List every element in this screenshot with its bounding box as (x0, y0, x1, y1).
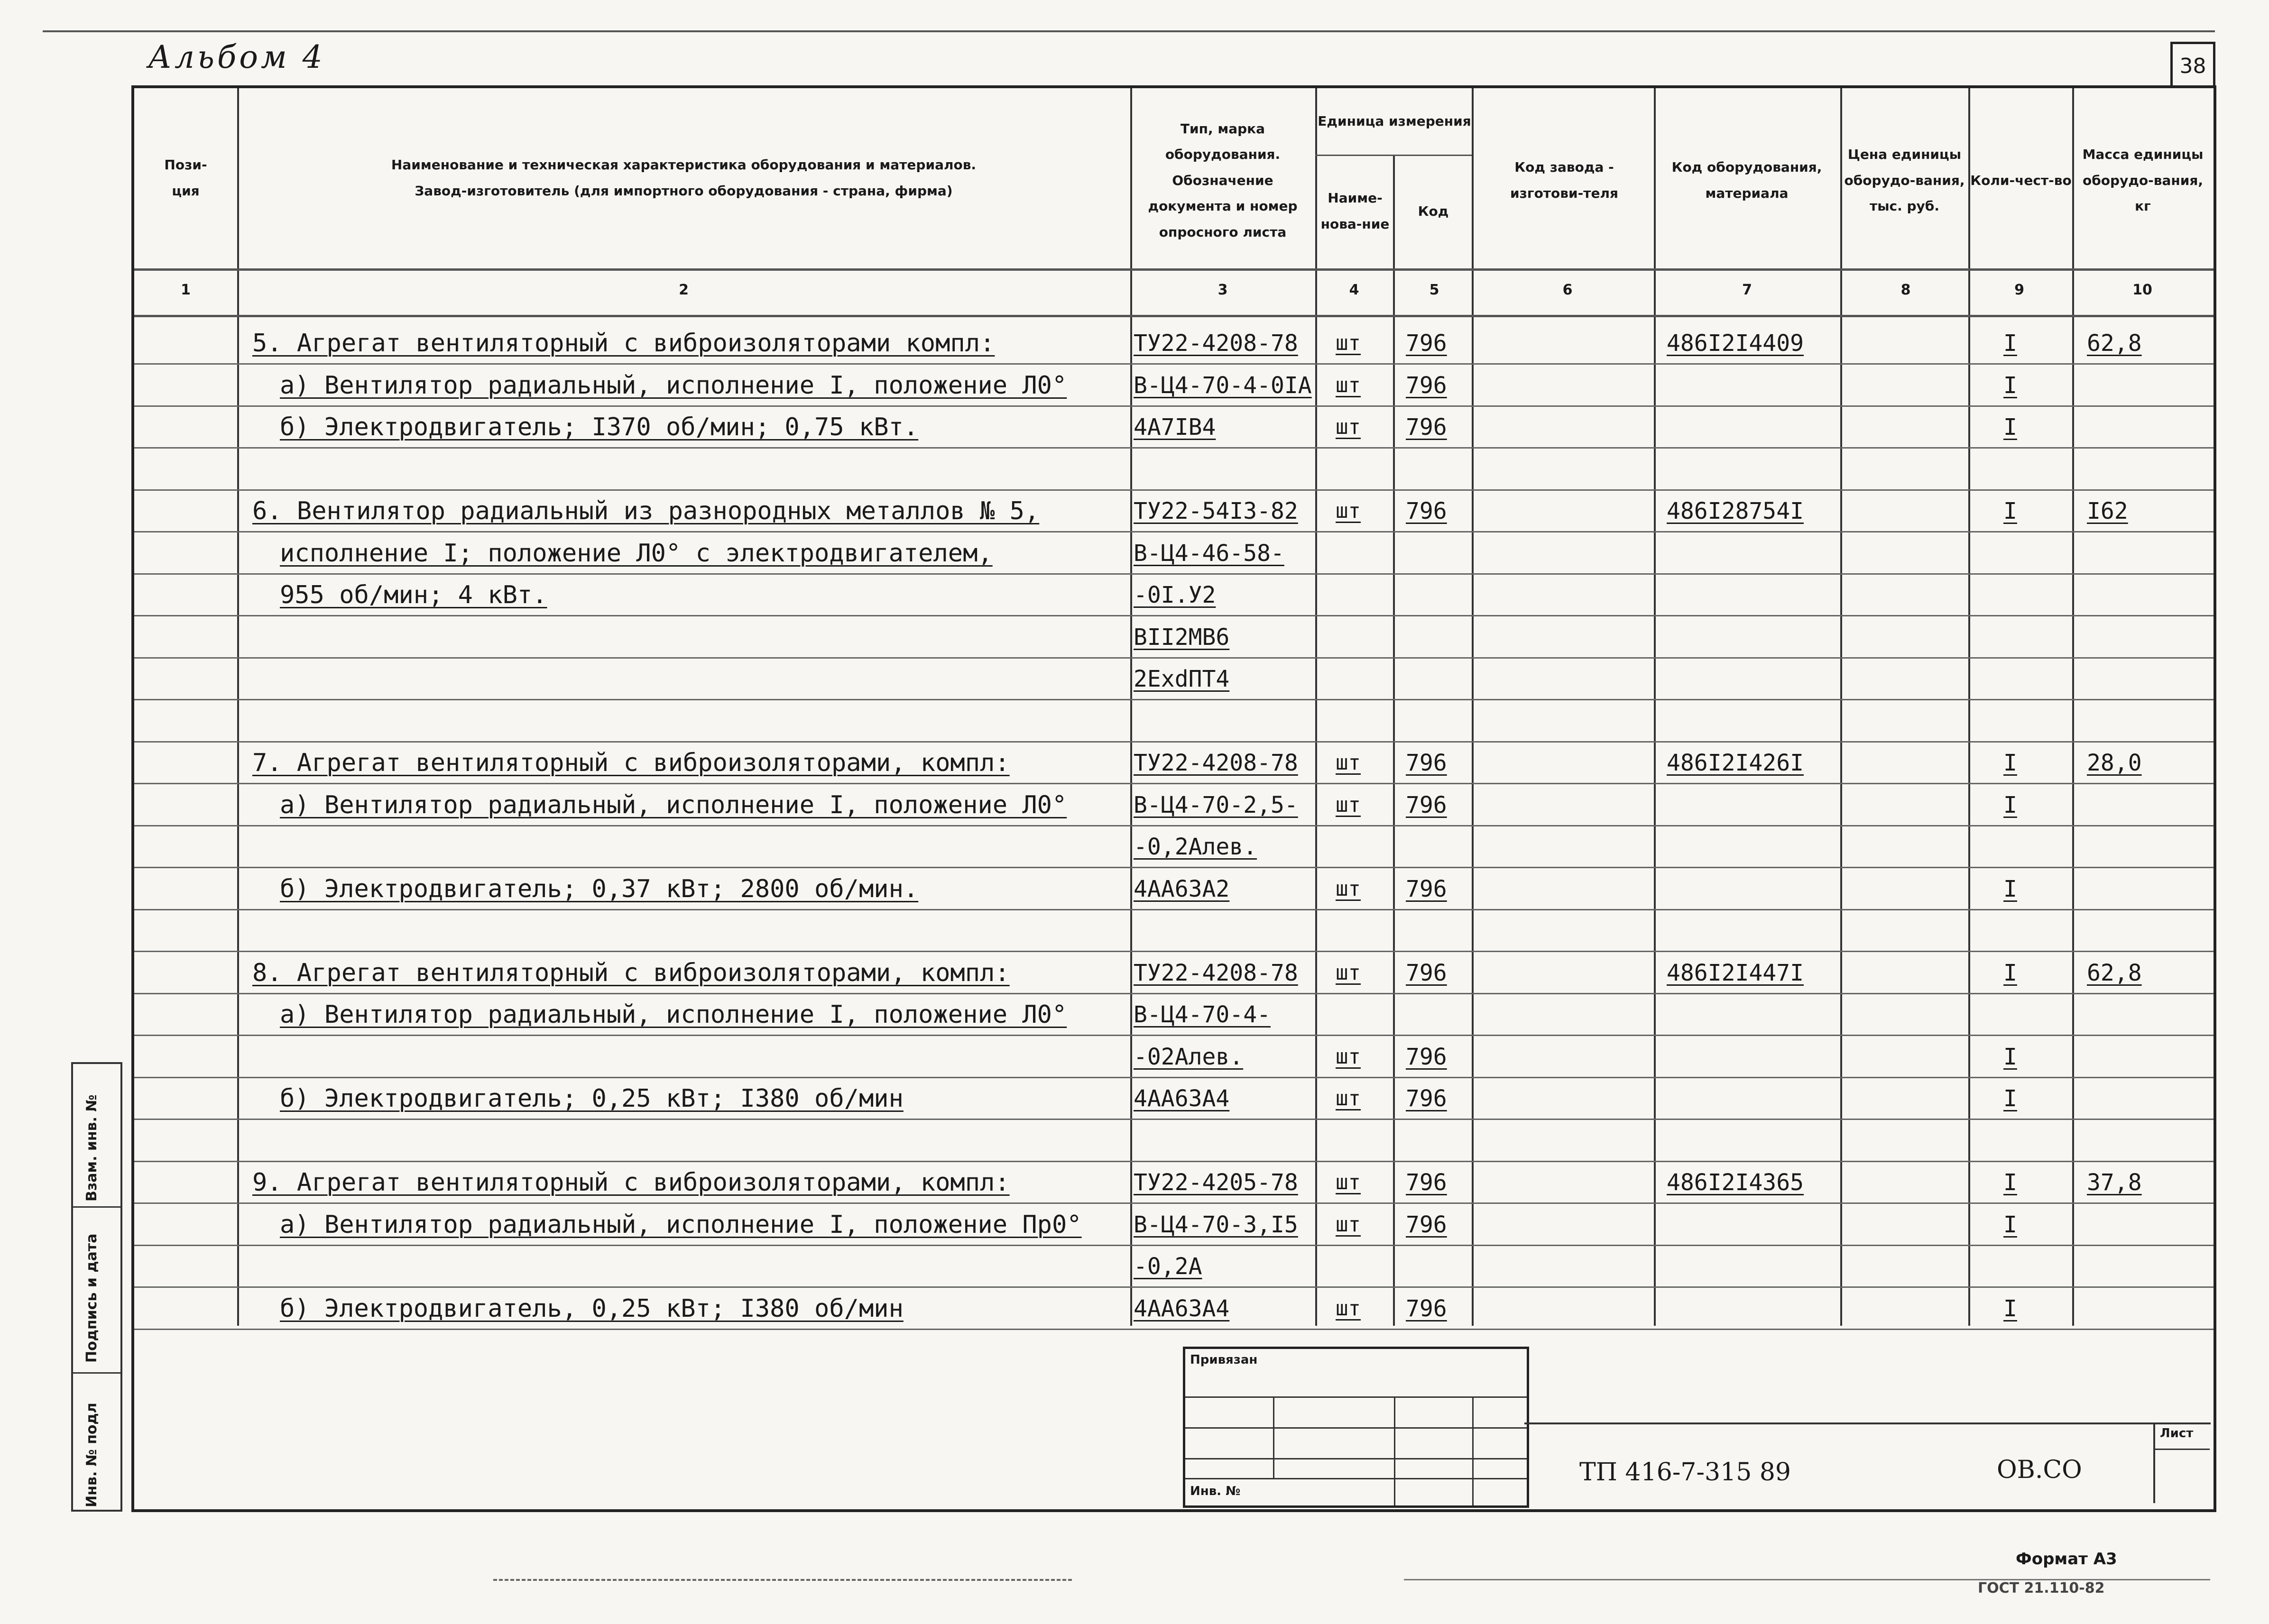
row-qty: I (2003, 1169, 2017, 1196)
header-mass: Масса единицы оборудо-вания, кг (2082, 147, 2204, 214)
row-mass: 37,8 (2087, 1169, 2142, 1196)
header-factory-code: Код завода - изготови-теля (1510, 159, 1618, 201)
row-code: 796 (1406, 1295, 1447, 1322)
row-unit: шт (1336, 793, 1361, 817)
strip-replace-label: Взам. инв. № (83, 1094, 100, 1202)
row-qty: I (2003, 792, 2017, 818)
row-type: 4АА63А4 (1134, 1295, 1230, 1322)
row-name: 9. Агрегат вентиляторный с виброизоляторами, компл: (252, 1168, 1010, 1197)
row-type: В-Ц4-70-4- (1134, 1001, 1271, 1028)
column-number: 3 (1218, 282, 1228, 298)
stamp-rule (1185, 1427, 1527, 1429)
stamp-rule (1185, 1478, 1527, 1479)
row-type: -02Алев. (1134, 1044, 1244, 1070)
row-code: 796 (1406, 1044, 1447, 1070)
row-type: ТУ22-4208-78 (1134, 330, 1298, 357)
gost-standard: ГОСТ 21.110-82 (1978, 1580, 2105, 1596)
row-type: ТУ22-54I3-82 (1134, 498, 1298, 524)
list-box (2153, 1422, 2210, 1503)
header-equipment-code: Код оборудования, материала (1671, 159, 1822, 201)
row-equip-code: 486I2I447I (1667, 960, 1804, 986)
row-name: а) Вентилятор радиальный, исполнение I, положение Пр0° (280, 1211, 1082, 1239)
column-number: 9 (2014, 282, 2024, 298)
column-number: 7 (1742, 282, 1752, 298)
col-divider (1393, 155, 1395, 1326)
row-unit: шт (1336, 961, 1361, 985)
header-unit-code: Код (1418, 203, 1449, 219)
row-equip-code: 486I2I4409 (1667, 330, 1804, 357)
row-type: В-Ц4-70-4-0IА (1134, 372, 1312, 399)
strip-inv-label: Инв. № подл (83, 1403, 100, 1507)
header-unit: Единица измерения (1318, 113, 1471, 129)
list-rule (2155, 1449, 2210, 1450)
row-qty: I (2003, 414, 2017, 440)
row-name: а) Вентилятор радиальный, исполнение I, положение Л0° (280, 371, 1067, 400)
row-name: 7. Агрегат вентиляторный с виброизоляторами, компл: (252, 749, 1010, 777)
bottom-trim-line (493, 1579, 1072, 1581)
header-name-line2: Завод-изготовитель (для импортного оборудования - страна, фирма) (415, 183, 953, 199)
row-type: ВII2МВ6 (1134, 624, 1230, 651)
row-type: В-Ц4-46-58- (1134, 540, 1284, 567)
column-number: 5 (1429, 282, 1439, 298)
strip-signature-label: Подпись и дата (83, 1233, 100, 1363)
row-mass: 62,8 (2087, 960, 2142, 986)
row-code: 796 (1406, 750, 1447, 776)
row-name: 5. Агрегат вентиляторный с виброизоляторами компл: (252, 329, 995, 358)
album-label: Альбом 4 (148, 39, 325, 75)
section-code: ОВ.СО (1997, 1456, 2082, 1484)
row-qty: I (2003, 960, 2017, 986)
row-qty: I (2003, 1295, 2017, 1322)
paper-format: Формат А3 (2016, 1550, 2117, 1569)
number-row-rule (134, 315, 2214, 317)
header-quantity: Коли-чест-во (1970, 172, 2072, 188)
row-name: 955 об/мин; 4 кВт. (280, 581, 547, 609)
row-qty: I (2003, 330, 2017, 357)
row-unit: шт (1336, 415, 1361, 439)
row-code: 796 (1406, 330, 1447, 357)
row-code: 796 (1406, 1085, 1447, 1112)
row-unit: шт (1336, 499, 1361, 523)
row-type: -0,2Алев. (1134, 834, 1257, 860)
row-qty: I (2003, 876, 2017, 902)
row-code: 796 (1406, 792, 1447, 818)
row-name: а) Вентилятор радиальный, исполнение I, положение Л0° (280, 1000, 1067, 1029)
row-type: 4А7IВ4 (1134, 414, 1216, 440)
row-code: 796 (1406, 876, 1447, 902)
row-code: 796 (1406, 498, 1447, 524)
row-code: 796 (1406, 1211, 1447, 1238)
stamp-col (1273, 1396, 1274, 1478)
row-code: 796 (1406, 1169, 1447, 1196)
row-mass: 28,0 (2087, 750, 2142, 776)
column-number: 8 (1900, 282, 1911, 298)
row-qty: I (2003, 750, 2017, 776)
column-number: 10 (2132, 282, 2152, 298)
row-type: ТУ22-4208-78 (1134, 750, 1298, 776)
row-type: ТУ22-4205-78 (1134, 1169, 1298, 1196)
top-rule (43, 30, 2215, 32)
row-name: б) Электродвигатель; 0,37 кВт; 2800 об/мин. (280, 875, 919, 903)
header-unit-name: Наиме-нова-ние (1320, 190, 1390, 232)
row-type: В-Ц4-70-3,I5 (1134, 1211, 1298, 1238)
row-type: 2ExdПТ4 (1134, 666, 1230, 692)
column-number: 1 (181, 282, 191, 298)
row-unit: шт (1336, 331, 1361, 355)
header-price: Цена единицы оборудо-вания, тыс. руб. (1844, 147, 1965, 214)
stamp-col (1394, 1396, 1395, 1505)
header-name-line1: Наименование и техническая характеристика оборудования и материалов. (391, 157, 977, 173)
stamp-rule (1185, 1458, 1527, 1459)
row-name: б) Электродвигатель; 0,25 кВт; I380 об/мин (280, 1084, 904, 1113)
row-unit: шт (1336, 1086, 1361, 1110)
stamp-inv-no: Инв. № (1190, 1484, 1241, 1498)
row-equip-code: 486I2I426I (1667, 750, 1804, 776)
row-unit: шт (1336, 1045, 1361, 1069)
row-name: а) Вентилятор радиальный, исполнение I, положение Л0° (280, 791, 1067, 819)
row-equip-code: 486I2I4365 (1667, 1169, 1804, 1196)
row-type: 4АА63А4 (1134, 1085, 1230, 1112)
row-code: 796 (1406, 372, 1447, 399)
row-code: 796 (1406, 414, 1447, 440)
row-name: исполнение I; положение Л0° с электродвигателем, (280, 539, 993, 568)
row-qty: I (2003, 1044, 2017, 1070)
row-mass: I62 (2087, 498, 2128, 524)
row-type: В-Ц4-70-2,5- (1134, 792, 1298, 818)
list-label: Лист (2160, 1426, 2194, 1440)
row-unit: шт (1336, 877, 1361, 901)
document-code: ТП 416-7-315 89 (1579, 1458, 1791, 1486)
row-type: -0I.У2 (1134, 582, 1216, 608)
row-unit: шт (1336, 1170, 1361, 1194)
strip-rule (73, 1372, 120, 1374)
row-qty: I (2003, 498, 2017, 524)
stamp-rule (1185, 1396, 1527, 1398)
header-position: Пози- ция (164, 157, 207, 199)
row-mass: 62,8 (2087, 330, 2142, 357)
row-equip-code: 486I28754I (1667, 498, 1804, 524)
row-qty: I (2003, 1085, 2017, 1112)
column-number: 6 (1562, 282, 1573, 298)
title-block-rule (1524, 1422, 2211, 1424)
row-name: б) Электродвигатель; I370 об/мин; 0,75 кВт. (280, 413, 919, 441)
header-name (237, 107, 1130, 249)
left-signature-strip (71, 1062, 122, 1512)
column-number: 2 (679, 282, 689, 298)
row-unit: шт (1336, 1212, 1361, 1237)
row-name: б) Электродвигатель, 0,25 кВт; I380 об/мин (280, 1294, 904, 1323)
row-name: 6. Вентилятор радиальный из разнородных металлов № 5, (252, 497, 1040, 525)
row-code: 796 (1406, 960, 1447, 986)
stamp-privyazan: Привязан (1190, 1353, 1258, 1367)
row-qty: I (2003, 1211, 2017, 1238)
header-type: Тип, марка оборудования. Обозначение документа и номер опросного листа (1148, 120, 1298, 240)
strip-rule (73, 1206, 120, 1208)
row-unit: шт (1336, 751, 1361, 775)
row-qty: I (2003, 372, 2017, 399)
row-type: 4АА63А2 (1134, 876, 1230, 902)
binding-stamp (1183, 1347, 1529, 1508)
row-unit: шт (1336, 373, 1361, 397)
stamp-col (1472, 1396, 1474, 1505)
column-number: 4 (1349, 282, 1359, 298)
row-name: 8. Агрегат вентиляторный с виброизоляторами, компл: (252, 959, 1010, 987)
row-type: -0,2А (1134, 1253, 1202, 1280)
row-unit: шт (1336, 1296, 1361, 1321)
row-type: ТУ22-4208-78 (1134, 960, 1298, 986)
sheet-number: 38 (2170, 42, 2215, 88)
